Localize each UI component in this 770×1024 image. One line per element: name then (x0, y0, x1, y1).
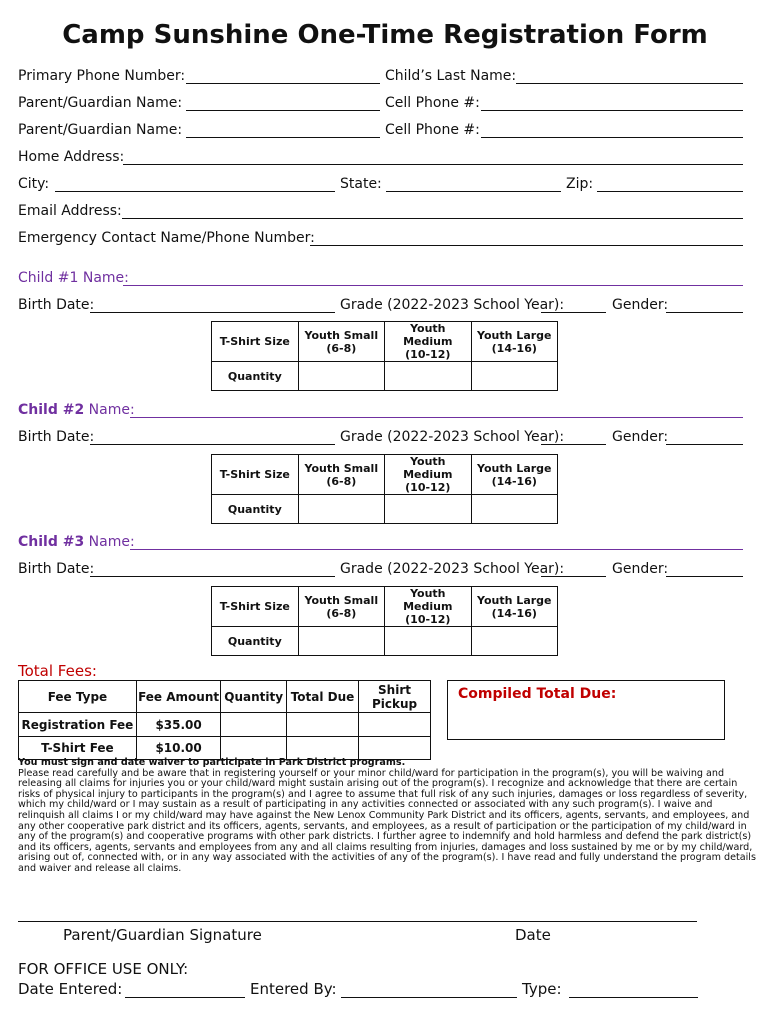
tshirt-size-label: T-Shirt Size (212, 455, 299, 495)
fee-amount-cell: $35.00 (136, 713, 220, 737)
tshirt-size-label: T-Shirt Size (212, 322, 299, 362)
child3-name-field[interactable] (130, 549, 743, 550)
fee-amount-cell: $10.00 (136, 737, 220, 760)
home-address-label: Home Address: (18, 149, 125, 165)
waiver-body: Please read carefully and be aware that in registering yourself or your minor child/ward for participation in the program(s), you will be waiving and releasing all claims for injuries you or your child/ward might sustain arising out of the program(s). I recognize and acknowledge that there are certain risks of physical injury to participants in the program(s) and I agree to assume that full risk of any such injuries, damages or loss regardless of severity, which my child/ward or I may sustain as a result of participating in any activities connected or associated with any such program(s). I waive and relinquish all claims I or my child/ward may have against the New Lenox Community Park District and its officers, agents, servants, and employees, and any other cooperative park district and its officers, agents, servants, and employees, as a result of participation or the participation of my child/ward in any of the program(s) and cooperative programs with other park districts. I further agree to indemnify and hold harmless and defend the park district(s) and its officers, agents, servants and employees from any and all claims resulting from injuries, damages and loss sustained by me or by my child/ward, arising out of, connected with, or in any way associated with the activities of any of the program(s). I have read and fully understand the program details and waiver and release all claims. (18, 767, 756, 874)
fee-type-cell: Registration Fee (19, 713, 137, 737)
primary-phone-label: Primary Phone Number: (18, 68, 186, 84)
child1-name-field[interactable] (123, 285, 743, 286)
child1-birth-field[interactable] (90, 312, 335, 313)
parent2-field[interactable] (186, 137, 380, 138)
total-due-header: Total Due (287, 681, 359, 713)
cell2-field[interactable] (481, 137, 743, 138)
entered-by-field[interactable] (341, 997, 517, 998)
shirt-pickup-header: Shirt Pickup (359, 681, 431, 713)
waiver-heading: You must sign and date waiver to participate in Park District programs. (18, 757, 406, 768)
child1-birth-label: Birth Date: (18, 297, 95, 313)
child3-gender-field[interactable] (666, 576, 743, 577)
size-small: Youth Small (6-8) (298, 455, 384, 495)
qty-medium-cell[interactable] (385, 495, 472, 524)
city-field[interactable] (55, 191, 335, 192)
state-label: State: (340, 176, 382, 192)
qty-small-cell[interactable] (298, 495, 384, 524)
size-small: Youth Small (6-8) (298, 587, 384, 627)
size-large: Youth Large (14-16) (471, 587, 557, 627)
shirt-pickup-cell[interactable] (359, 713, 431, 737)
quantity-label: Quantity (212, 495, 299, 524)
child3-gender-label: Gender: (612, 561, 669, 577)
office-use-heading: FOR OFFICE USE ONLY: (18, 960, 189, 978)
qty-medium-cell[interactable] (385, 362, 472, 391)
qty-small-cell[interactable] (298, 362, 384, 391)
type-label: Type: (522, 980, 562, 998)
child2-grade-label: Grade (2022-2023 School Year): (340, 429, 565, 445)
size-large: Youth Large (14-16) (471, 455, 557, 495)
cell1-label: Cell Phone #: (385, 95, 480, 111)
total-due-cell[interactable] (287, 713, 359, 737)
date-entered-label: Date Entered: (18, 980, 123, 998)
fee-type-cell: T-Shirt Fee (19, 737, 137, 760)
signature-label: Parent/Guardian Signature (63, 926, 262, 944)
waiver-text (18, 758, 758, 875)
cell2-label: Cell Phone #: (385, 122, 480, 138)
cell1-field[interactable] (481, 110, 743, 111)
email-field[interactable] (122, 218, 743, 219)
emergency-label: Emergency Contact Name/Phone Number: (18, 230, 315, 246)
child1-grade-label: Grade (2022-2023 School Year): (340, 297, 565, 313)
qty-large-cell[interactable] (471, 362, 557, 391)
zip-field[interactable] (597, 191, 743, 192)
entered-by-label: Entered By: (250, 980, 337, 998)
parent1-field[interactable] (186, 110, 380, 111)
emergency-field[interactable] (310, 245, 743, 246)
page-title: Camp Sunshine One-Time Registration Form (62, 20, 708, 50)
primary-phone-field[interactable] (186, 83, 380, 84)
tshirt-size-label: T-Shirt Size (212, 587, 299, 627)
child2-grade-field[interactable] (541, 444, 606, 445)
qty-small-cell[interactable] (298, 627, 384, 656)
child3-grade-label: Grade (2022-2023 School Year): (340, 561, 565, 577)
child2-gender-label: Gender: (612, 429, 669, 445)
child2-name-label: Child #2 Name: (18, 402, 135, 418)
child1-grade-field[interactable] (541, 312, 606, 313)
compiled-total-label: Compiled Total Due: (458, 686, 617, 702)
child3-grade-field[interactable] (541, 576, 606, 577)
size-medium: Youth Medium (10-12) (385, 322, 472, 362)
quantity-label: Quantity (212, 627, 299, 656)
zip-label: Zip: (566, 176, 594, 192)
compiled-total-box[interactable] (447, 680, 725, 740)
child2-gender-field[interactable] (666, 444, 743, 445)
child2-name-field[interactable] (130, 417, 743, 418)
child3-tshirt-table (211, 586, 558, 656)
email-label: Email Address: (18, 203, 122, 219)
fee-amount-header: Fee Amount (136, 681, 220, 713)
size-large: Youth Large (14-16) (471, 322, 557, 362)
child2-birth-label: Birth Date: (18, 429, 95, 445)
type-field[interactable] (569, 997, 698, 998)
child-last-name-label: Child’s Last Name: (385, 68, 517, 84)
child1-name-label: Child #1 Name: (18, 270, 129, 286)
parent1-label: Parent/Guardian Name: (18, 95, 183, 111)
fees-table (18, 680, 431, 760)
state-field[interactable] (386, 191, 561, 192)
signature-line[interactable] (18, 921, 697, 922)
size-medium: Youth Medium (10-12) (385, 455, 472, 495)
fee-type-header: Fee Type (19, 681, 137, 713)
home-address-field[interactable] (123, 164, 743, 165)
size-small: Youth Small (6-8) (298, 322, 384, 362)
child1-tshirt-table (211, 321, 558, 391)
qty-medium-cell[interactable] (385, 627, 472, 656)
child3-name-label: Child #3 Name: (18, 534, 135, 550)
date-label: Date (515, 926, 551, 944)
child2-tshirt-table (211, 454, 558, 524)
child2-birth-field[interactable] (90, 444, 335, 445)
total-fees-title: Total Fees: (18, 662, 97, 680)
child3-birth-label: Birth Date: (18, 561, 95, 577)
size-medium: Youth Medium (10-12) (385, 587, 472, 627)
child-last-name-field[interactable] (516, 83, 743, 84)
city-label: City: (18, 176, 50, 192)
quantity-label: Quantity (212, 362, 299, 391)
date-entered-field[interactable] (125, 997, 245, 998)
quantity-cell[interactable] (221, 713, 287, 737)
child1-gender-label: Gender: (612, 297, 669, 313)
qty-large-cell[interactable] (471, 627, 557, 656)
quantity-header: Quantity (221, 681, 287, 713)
child3-birth-field[interactable] (90, 576, 335, 577)
parent2-label: Parent/Guardian Name: (18, 122, 183, 138)
child1-gender-field[interactable] (666, 312, 743, 313)
qty-large-cell[interactable] (471, 495, 557, 524)
